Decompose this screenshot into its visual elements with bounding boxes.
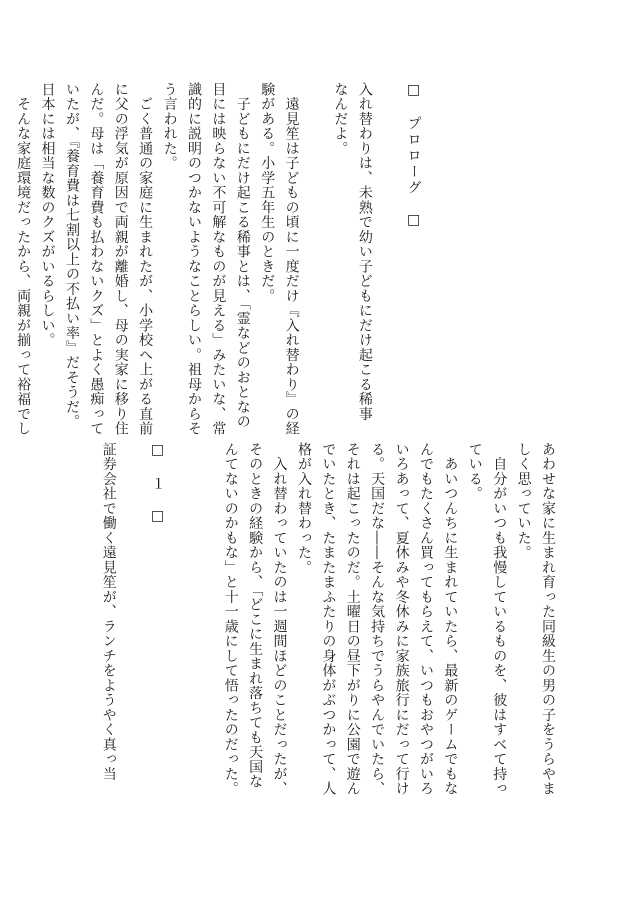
text-line: そんな家庭環境だったから、両親が揃って裕福でし xyxy=(15,82,32,436)
text-line: 日本には相当な数のクズがいるらしい。 xyxy=(39,82,56,348)
text-line: しく思っていた。 xyxy=(515,442,532,560)
text-line: ている。 xyxy=(466,442,483,501)
blank-line xyxy=(304,82,328,430)
text-line: 入れ替わりは、未熟で幼い子どもにだけ起こる稀事 xyxy=(356,82,373,422)
text-line: いたが、『養育費は七割以上の不払い率』だそうだ。 xyxy=(63,82,80,429)
blank-line xyxy=(170,442,194,800)
text-line: 入れ替わっていたのは一週間ほどのことだったが、 xyxy=(271,442,288,796)
text-column-top-tier xyxy=(15,82,450,436)
text-line: ごく普通の家庭に生まれたが、小学校へ上がる直前 xyxy=(137,82,154,436)
blank-line xyxy=(121,442,145,800)
blank-line xyxy=(194,442,218,800)
text-line: んでもたくさん買ってもらえて、いつもおやつがいろ xyxy=(417,442,434,796)
text-line: に父の浮気が原因で両親が離婚し、母の実家に移り住 xyxy=(112,82,129,436)
blank-line xyxy=(377,82,401,430)
text-line: いろあって、夏休みや冬休みに家族旅行にだって行け xyxy=(393,442,410,796)
blank-line xyxy=(426,82,450,430)
section-heading: □ プロローグ □ xyxy=(405,82,422,230)
text-column-bottom-tier xyxy=(100,442,560,800)
text-line: なんだよ。 xyxy=(332,82,349,156)
section-heading: □ １ □ xyxy=(149,442,166,526)
text-line: 識的に説明のつかないようなことらしい。祖母からそ xyxy=(185,82,202,436)
text-line: んだ。母は「養育費も払わないクズ」とよく愚痴って xyxy=(88,82,105,436)
text-line: 証券会社で働く遠見笙が、ランチをようやく真っ当 xyxy=(100,442,117,782)
text-line: る。天国だな――そんな気持ちでうらやんでいたら、 xyxy=(369,442,386,796)
text-line: あいつんちに生まれていたら、最新のゲームでもな xyxy=(442,442,459,796)
text-line: 格が入れ替わった。 xyxy=(295,442,312,575)
text-line: 自分がいつも我慢しているものを、彼はすべて持っ xyxy=(491,442,508,796)
text-line: でいたとき、たまたまふたりの身体がぶつかって、人 xyxy=(320,442,337,796)
text-line: う言われた。 xyxy=(161,82,178,171)
text-line: 遠見笙は子どもの頃に一度だけ『入れ替わり』の経 xyxy=(283,82,300,436)
text-line: んてないのかもな」と十一歳にして悟ったのだった。 xyxy=(222,442,239,796)
text-line: 目には映らない不可解なものが見える」みたいな、常 xyxy=(210,82,227,436)
text-line: それは起こったのだ。土曜日の昼下がりに公園で遊ん xyxy=(344,442,361,796)
text-line: そのときの経験から、「どこに生まれ落ちても天国な xyxy=(247,442,264,789)
text-line: 子どもにだけ起こる稀事とは、「霊などのおとなの xyxy=(234,82,251,429)
text-line: あわせな家に生まれ育った同級生の男の子をうらやま xyxy=(540,442,556,796)
text-line: 験がある。小学五年生のときだ。 xyxy=(259,82,276,304)
